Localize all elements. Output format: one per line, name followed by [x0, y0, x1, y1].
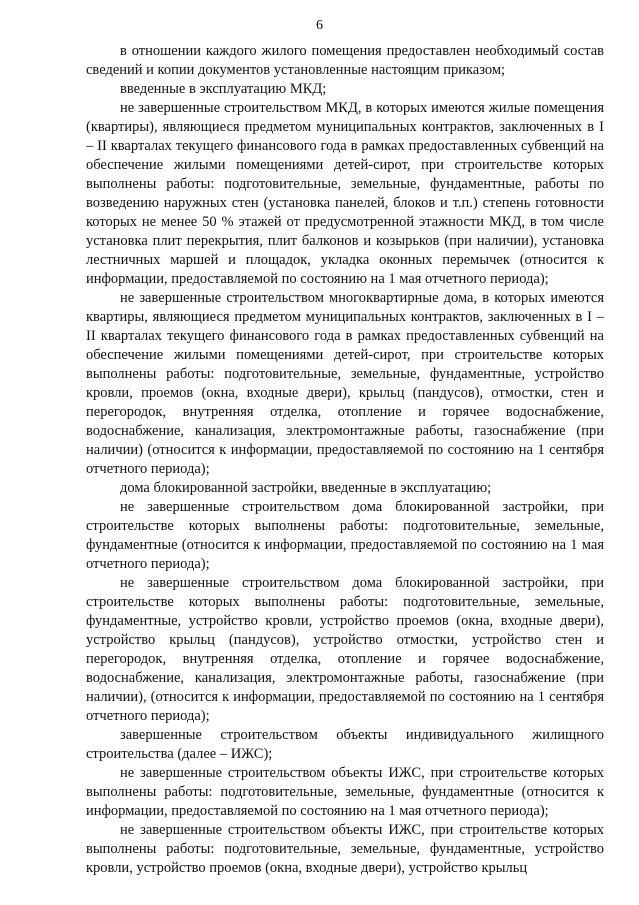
paragraph: завершенные строительством объекты индивидуального жилищного строительства (далее – ИЖС); [86, 727, 604, 762]
paragraph: в отношении каждого жилого помещения предоставлен необходимый состав сведений и копии документов установленные настоящим приказом; [86, 43, 604, 78]
paragraph: не завершенные строительством МКД, в которых имеются жилые помещения (квартиры), являющиеся предметом муниципальных контрактов, заключенных в I – II кварталах текущего финансового года в рамках предоставленных субвенций на обеспечение жилыми помещениями детей-сирот, при строительстве которых выполнены работы: подготовительные, земельные, фундаментные, работы по возведению наружных стен (установка панелей, блоков и т.п.) степень готовности которых не менее 50 % этажей от предусмотренной этажности МКД, в том числе установка плит перекрытия, плит балконов и козырьков (при наличии), установка лестничных маршей и площадок, укладка оконных перемычек (относится к информации, предоставляемой по состоянию на 1 мая отчетного периода); [86, 100, 604, 287]
paragraph: не завершенные строительством многоквартирные дома, в которых имеются квартиры, являющиеся предметом муниципальных контрактов, заключенных в I – II кварталах текущего финансового года в рамках предоставленных субвенций на обеспечение жилыми помещениями детей-сирот, при строительстве которых выполнены работы: подготовительные, земельные, фундаментные, устройство кровли, проемов (окна, входные двери), крыльц (пандусов), отмостки, стен и перегородок, внутренняя отделка, отопление и горячее водоснабжение, водоснабжение, канализация, электромонтажные работы, газоснабжение (при наличии) (относится к информации, предоставляемой по состоянию на 1 сентября отчетного периода); [86, 290, 604, 477]
paragraph: не завершенные строительством объекты ИЖС, при строительстве которых выполнены работы: подготовительные, земельные, фундаментные (относится к информации, предоставляемой по состоянию на 1 мая отчетного периода); [86, 765, 604, 819]
paragraph: дома блокированной застройки, введенные в эксплуатацию; [120, 480, 492, 496]
page-number: 6 [316, 18, 323, 33]
paragraph: не завершенные строительством дома блокированной застройки, при строительстве которых выполнены работы: подготовительные, земельные, фундаментные (относится к информации, предоставляемой по состоянию на 1 мая отчетного периода); [86, 499, 604, 572]
paragraph: введенные в эксплуатацию МКД; [120, 81, 327, 97]
body-text [86, 42, 604, 878]
paragraph: не завершенные строительством объекты ИЖС, при строительстве которых выполнены работы: подготовительные, земельные, фундаментные, устройство кровли, устройство проемов (окна, входные двери), устройство крыльц [86, 822, 604, 876]
paragraph: не завершенные строительством дома блокированной застройки, при строительстве которых выполнены работы: подготовительные, земельные, фундаментные, устройство кровли, устройство проемов (окна, входные двери), устройство крыльц (пандусов), устройство отмостки, устройство стен и перегородок, внутренняя отделка, отопление и горячее водоснабжение, водоснабжение, канализация, электромонтажные работы, газоснабжение (при наличии), (относится к информации, предоставляемой по состоянию на 1 сентября отчетного периода); [86, 575, 604, 724]
